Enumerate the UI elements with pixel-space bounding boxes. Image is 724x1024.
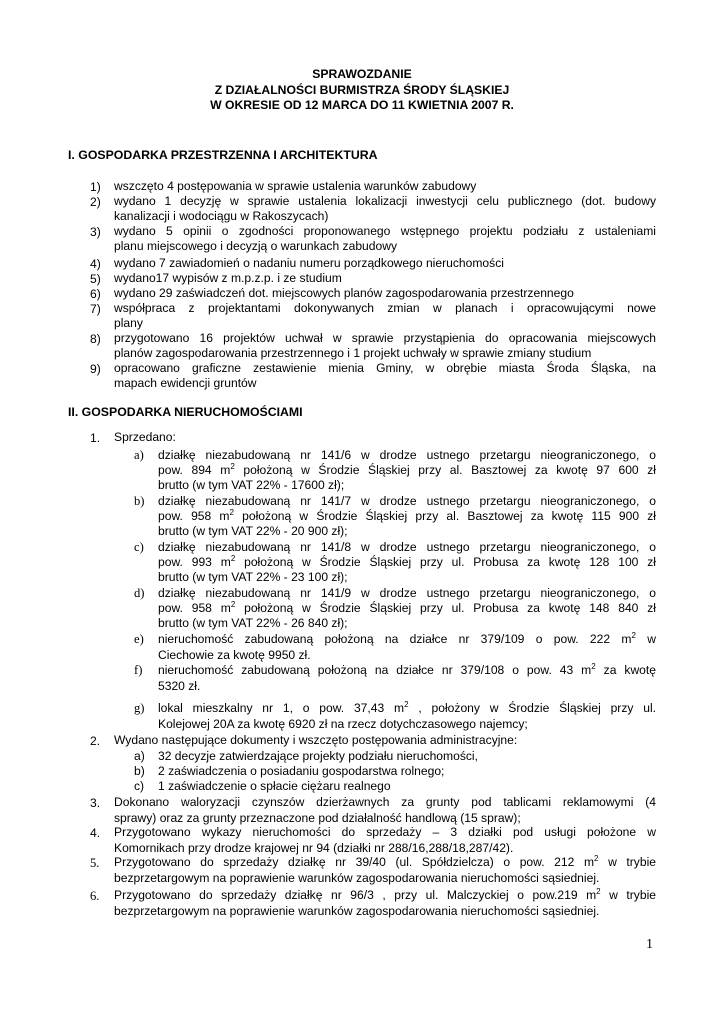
list-item-number: 2): [90, 195, 101, 209]
item-title: Sprzedano:: [114, 430, 176, 444]
sub-item-letter: b): [134, 494, 145, 508]
paragraph-line: Komornikach przy drodze krajowej nr 94 (działki nr 288/16,288/18,287/42).: [114, 841, 514, 855]
sub-item-letter: a): [134, 448, 144, 462]
item-number: 5.: [90, 856, 100, 870]
sub-item-line: nieruchomość zabudowaną położoną na działce nr 379/109 o pow. 222 $m^2$ w: [158, 631, 656, 646]
list-item-line: współpraca z projektantami dokonywanych zmian w planach i opracowującymi nowe: [114, 301, 656, 315]
sub-item-line: 1 zaświadczenie o spłacie ciężaru realnego: [158, 779, 391, 793]
paragraph-line: Przygotowano do sprzedaży działkę nr 96/3 , przy ul. Malczyckiej o pow.219 $m^2$ w trybie: [114, 887, 656, 902]
sub-item-line: 32 decyzje zatwierdzające projekty podziału nieruchomości,: [158, 749, 478, 763]
paragraph-line: bezprzetargowym na poprawienie warunków zagospodarowania nieruchomości sąsiedniej.: [114, 871, 600, 885]
item-number: 1.: [90, 431, 101, 445]
section-1-heading: I. GOSPODARKA PRZESTRZENNA I ARCHITEKTURA: [68, 148, 378, 162]
sub-item-line: Ciechowie za kwotę 9950 zł.: [158, 648, 311, 662]
sub-item-letter: b): [134, 764, 145, 778]
list-item-line: kanalizacji i wodociągu w Rakoszycach): [114, 209, 329, 223]
sub-item-letter: g): [134, 701, 145, 715]
sub-item-line: lokal mieszkalny nr 1, o pow. 37,43 $m^2$ , położony w Środzie Śląskiej przy ul.: [158, 700, 656, 715]
item-number: 6.: [90, 889, 100, 903]
list-item-line: opracowano graficzne zestawienie mienia Gminy, w obrębie miasta Środa Śląska, na: [114, 361, 656, 375]
paragraph-line: sprawy) oraz za grunty przeznaczone pod działalność handlową (15 spraw);: [114, 811, 521, 825]
list-item-number: 8): [90, 332, 101, 346]
sub-item-line: brutto (w tym VAT 22% - 23 100 zł);: [158, 570, 348, 584]
sub-item-letter: c): [134, 540, 144, 554]
list-item-number: 7): [90, 302, 101, 316]
sub-item-line: 2 zaświadczenia o posiadaniu gospodarstwa rolnego;: [158, 764, 445, 778]
list-item-number: 5): [90, 272, 101, 286]
sub-item-letter: c): [134, 779, 145, 793]
list-item-line: przygotowano 16 projektów uchwał w sprawie przystąpienia do opracowania miejscowych: [114, 331, 656, 345]
sub-item-line: brutto (w tym VAT 22% - 17600 zł);: [158, 478, 345, 492]
item-number: 2.: [90, 734, 101, 748]
title-line-3: W OKRESIE OD 12 MARCA DO 11 KWIETNIA 2007 R.: [210, 98, 514, 112]
list-item-line: wszczęto 4 postępowania w sprawie ustalenia warunków zabudowy: [114, 179, 477, 193]
sub-item-line: nieruchomość zabudowaną położoną na działce nr 379/108 o pow. 43 $m^2$ za kwotę: [158, 662, 656, 677]
document-title: [0, 67, 724, 114]
sub-item-line: pow. 958 $m^2$ położoną w Środzie Śląskiej przy ul. Probusa za kwotę 148 840 zł: [158, 600, 656, 615]
list-item-number: 6): [90, 287, 101, 301]
title-line-2: Z DZIAŁALNOŚCI BURMISTRZA ŚRODY ŚLĄSKIEJ: [214, 82, 510, 97]
sub-item-line: Kolejowej 20A za kwotę 6920 zł na rzecz dotychczasowego najemcy;: [158, 717, 528, 731]
list-item-line: planów zagospodarowania przestrzennego i 1 projekt uchwały w sprawie zmiany studium: [114, 346, 592, 360]
sub-item-line: działkę niezabudowaną nr 141/8 w drodze ustnego przetargu nieograniczonego, o: [158, 540, 656, 554]
list-item-line: wydano 1 decyzję w sprawie ustalenia lokalizacji inwestycji celu publicznego (dot. budowy: [114, 194, 656, 208]
page-number: 1: [646, 937, 653, 952]
paragraph-line: bezprzetargowym na poprawienie warunków zagospodarowania nieruchomości sąsiedniej.: [114, 904, 600, 918]
sub-item-line: 5320 zł.: [158, 679, 201, 693]
sub-item-letter: d): [134, 586, 145, 600]
item-title: Wydano następujące dokumenty i wszczęto postępowania administracyjne:: [114, 733, 518, 747]
list-item-line: wydano 7 zawiadomień o nadaniu numeru porządkowego nieruchomości: [114, 256, 504, 270]
item-number: 3.: [90, 796, 101, 810]
list-item-number: 4): [90, 257, 101, 271]
list-item-line: plany: [114, 316, 143, 330]
sub-item-letter: a): [134, 749, 145, 763]
list-item-line: planu miejscowego i decyzją o warunkach zabudowy: [114, 239, 398, 253]
list-item-number: 1): [90, 180, 101, 194]
sub-item-line: działkę niezabudowaną nr 141/6 w drodze ustnego przetargu nieograniczonego, o: [158, 448, 656, 462]
sub-item-line: działkę niezabudowaną nr 141/9 w drodze ustnego przetargu nieograniczonego, o: [158, 586, 656, 600]
sub-item-letter: e): [134, 632, 144, 646]
sub-item-letter: f): [134, 663, 143, 677]
list-item-number: 9): [90, 362, 101, 376]
title-line-1: SPRAWOZDANIE: [312, 67, 412, 81]
sub-item-line: pow. 993 $m^2$ położoną w Środzie Śląskiej przy ul. Probusa za kwotę 128 100 zł: [158, 554, 656, 569]
section-2-heading: II. GOSPODARKA NIERUCHOMOŚCIAMI: [68, 405, 303, 419]
list-item-line: wydano 5 opinii o zgodności proponowanego wstępnego projektu podziału z ustaleniami: [114, 224, 656, 238]
item-number: 4.: [90, 826, 101, 840]
paragraph-line: Przygotowano do sprzedaży działkę nr 39/40 (ul. Spółdzielcza) o pow. 212 $m^2$ w trybie: [114, 854, 656, 869]
list-item-line: wydano17 wypisów z m.p.z.p. i ze studium: [114, 271, 342, 285]
list-item-line: wydano 29 zaświadczeń dot. miejscowych planów zagospodarowania przestrzennego: [114, 286, 574, 300]
sub-item-line: pow. 958 $m^2$ położoną w Środzie Śląskiej przy al. Basztowej za kwotę 115 900 zł: [158, 508, 656, 523]
sub-item-line: pow. 894 $m^2$ położoną w Środzie Śląskiej przy al. Basztowej za kwotę 97 600 zł: [158, 462, 656, 477]
paragraph-line: Przygotowano wykazy nieruchomości do sprzedaży – 3 działki pod usługi położone w: [114, 825, 656, 839]
sub-item-line: brutto (w tym VAT 22% - 26 840 zł);: [158, 616, 348, 630]
sub-item-line: brutto (w tym VAT 22% - 20 900 zł);: [158, 524, 348, 538]
list-item-line: mapach ewidencji gruntów: [114, 376, 257, 390]
paragraph-line: Dokonano waloryzacji czynszów dzierżawnych za grunty pod tablicami reklamowymi (4: [114, 795, 656, 809]
sub-item-line: działkę niezabudowaną nr 141/7 w drodze ustnego przetargu nieograniczonego, o: [158, 494, 656, 508]
list-item-number: 3): [90, 225, 101, 239]
